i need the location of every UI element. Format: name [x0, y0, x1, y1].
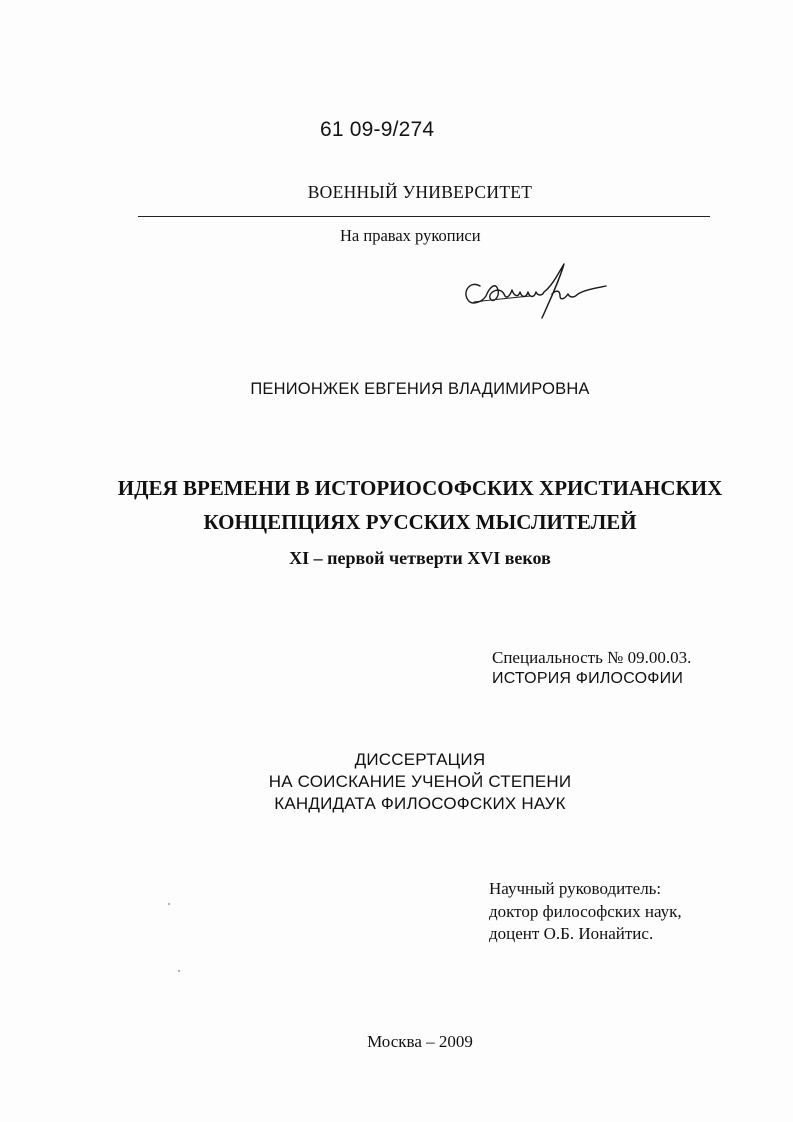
degree-field-line: КАНДИДАТА ФИЛОСОФСКИХ НАУК	[274, 794, 566, 813]
advisor-label: Научный руководитель:	[489, 879, 662, 898]
handwritten-signature	[460, 256, 620, 328]
archive-stamp-number: 61 09-9/274	[320, 118, 435, 141]
specialty-code: Специальность № 09.00.03.	[492, 648, 692, 667]
scan-speck	[168, 903, 170, 905]
specialty-name: ИСТОРИЯ ФИЛОСОФИИ	[492, 670, 684, 687]
title-line-1: ИДЕЯ ВРЕМЕНИ В ИСТОРИОСОФСКИХ ХРИСТИАНСКИХ	[117, 476, 723, 500]
scan-speck	[178, 970, 180, 972]
header-divider	[138, 216, 710, 217]
dissertation-label: ДИССЕРТАЦИЯ	[354, 750, 486, 769]
degree-line: НА СОИСКАНИЕ УЧЕНОЙ СТЕПЕНИ	[268, 772, 572, 791]
title-line-2: КОНЦЕПЦИЯХ РУССКИХ МЫСЛИТЕЛЕЙ	[203, 510, 637, 534]
author-name: ПЕНИОНЖЕК ЕВГЕНИЯ ВЛАДИМИРОВНА	[250, 380, 590, 398]
city-year: Москва – 2009	[367, 1032, 473, 1051]
specialty-block	[492, 647, 691, 689]
university-name: ВОЕННЫЙ УНИВЕРСИТЕТ	[307, 182, 533, 202]
title-line-3: XI – первой четверти XVI веков	[289, 548, 551, 568]
advisor-name: доцент О.Б. Ионайтис.	[489, 924, 654, 943]
advisor-block	[489, 878, 682, 946]
manuscript-rights-note: На правах рукописи	[340, 226, 481, 245]
dissertation-block	[0, 749, 793, 815]
advisor-degree: доктор философских наук,	[489, 901, 682, 921]
